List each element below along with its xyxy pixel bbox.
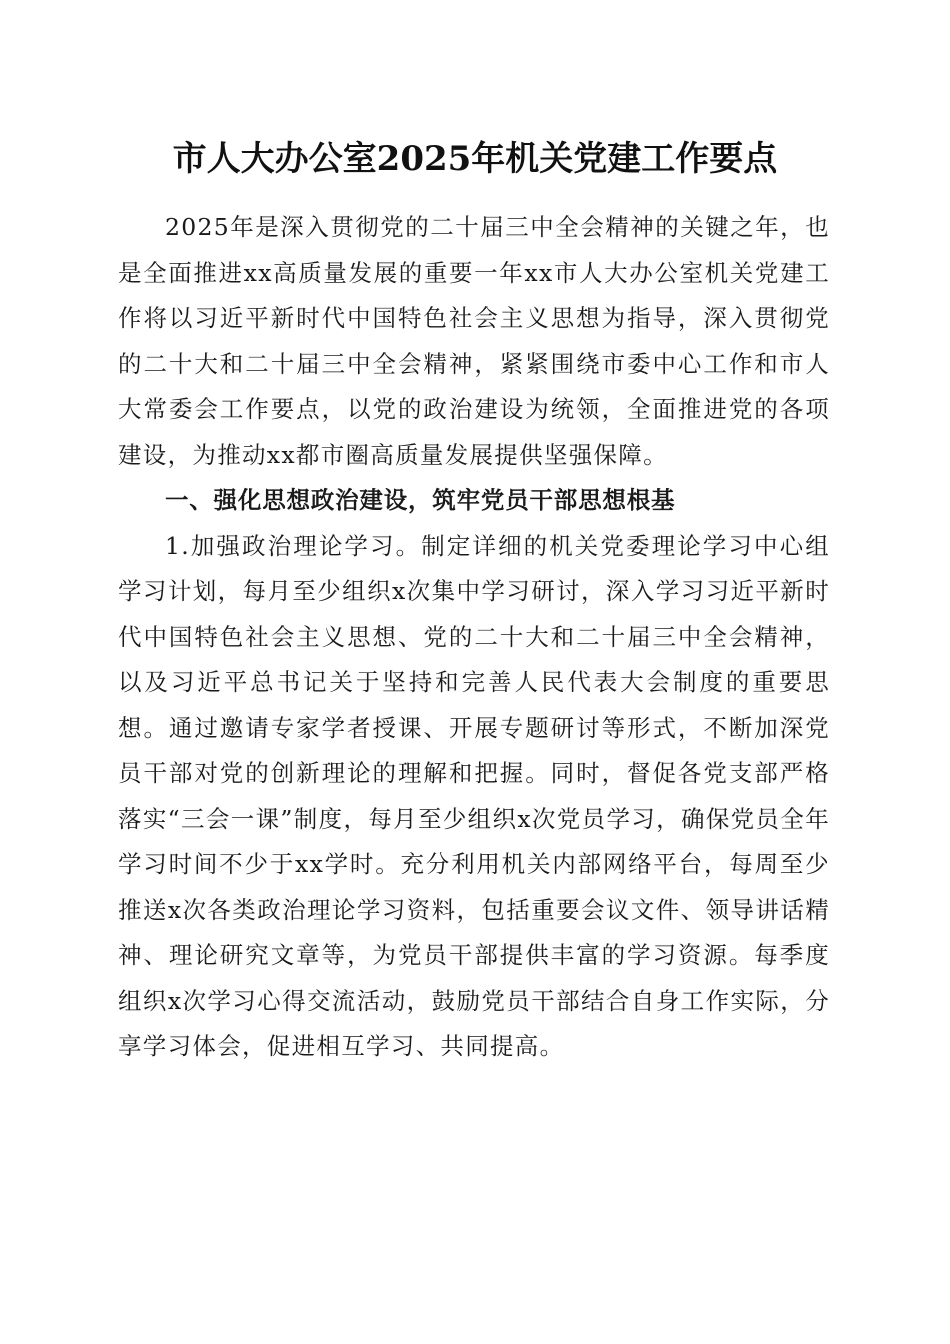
intro-paragraph: 2025年是深入贯彻党的二十届三中全会精神的关键之年，也是全面推进xx高质量发展的重要一年xx市人大办公室机关党建工作将以习近平新时代中国特色社会主义思想为指导，深入贯彻党的二十大和二十届三中全会精神，紧紧围绕市委中心工作和市人大常委会工作要点，以党的政治建设为统领，全面推进党的各项建设，为推动xx都市圈高质量发展提供坚强保障。 [118,213,830,469]
section-heading-1: 一、强化思想政治建设，筑牢党员干部思想根基 [165,486,676,514]
section-1-item-1-paragraph: 1.加强政治理论学习。制定详细的机关党委理论学习中心组学习计划，每月至少组织x次集中学习研讨，深入学习习近平新时代中国特色社会主义思想、党的二十大和二十届三中全会精神，以及习近平总书记关于坚持和完善人民代表大会制度的重要思想。通过邀请专家学者授课、开展专题研讨等形式，不断加深党员干部对党的创新理论的理解和把握。同时，督促各党支部严格落实“三会一课”制度，每月至少组织x次党员学习，确保党员全年学习时间不少于xx学时。充分利用机关内部网络平台，每周至少推送x次各类政治理论学习资料，包括重要会议文件、领导讲话精神、理论研究文章等，为党员干部提供丰富的学习资源。每季度组织x次学习心得交流活动，鼓励党员干部结合自身工作实际，分享学习体会，促进相互学习、共同提高。 [118,531,830,1060]
document-body [118,205,830,1070]
document-title: 市人大办公室2025年机关党建工作要点 [172,139,778,179]
